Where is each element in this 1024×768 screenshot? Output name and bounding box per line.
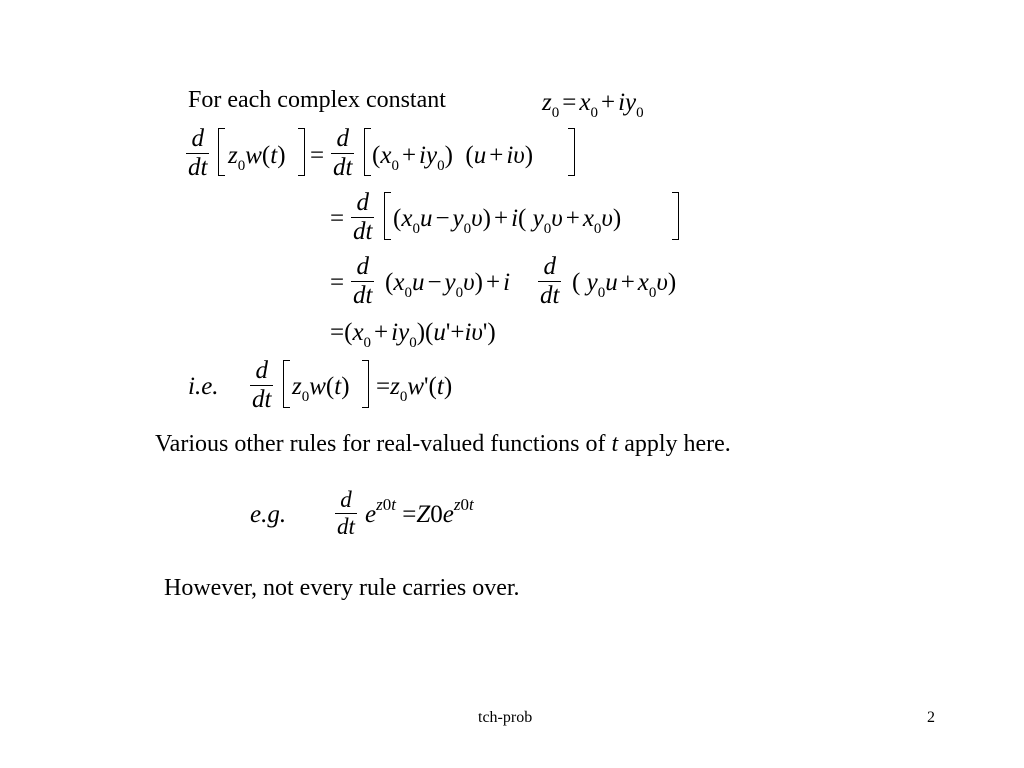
constant-definition: $z_0 = x_0 + iy_0$ [542,89,644,121]
derivative-operator: d dt [353,253,373,309]
bracket-left [364,128,371,176]
derivative-operator: d dt [353,189,373,245]
conclusion-text: However, not every rule carries over. [164,575,520,601]
ie-result: $=z_0w'(t)$ [376,373,453,405]
bracket-left [218,128,225,176]
ie-label: i.e. [188,373,219,400]
expanded-product: $(x_0u - y_0\upsilon) + i$( $y_0\upsilon + x_0\upsilon$) [393,205,622,237]
footer-title: tch-prob [478,709,533,726]
eg-label: e.g. [250,501,287,528]
bracket-left [283,360,290,408]
intro-text: For each complex constant [188,87,446,113]
equals-sign: = [330,205,345,232]
derivative-operator: d dt [333,125,353,181]
rules-note-text: Various other rules for real-valued functions of [155,431,606,457]
rules-note [155,432,731,456]
rules-note-tail: apply here. [624,431,731,457]
equals-sign: = [330,269,345,296]
exponential-example: $e^{z0t} =Z0e^{z0t}$ [365,495,474,528]
equals-sign: = [310,142,325,169]
bracket-right [568,128,575,176]
rhs-product: $(x_0 + iy_0) (u + i\upsilon)$ [372,142,534,174]
derivative-operator: d dt [540,253,560,309]
bracket-right [672,192,679,240]
bracket-right [362,360,369,408]
page-number: 2 [927,709,935,726]
imaginary-part: ( $y_0u + x_0\upsilon$) [572,269,677,301]
rules-note-variable: t [611,431,619,457]
derivative-operator: d dt [252,357,272,413]
real-part: $(x_0u - y_0\upsilon) + i$ [385,269,511,301]
lhs-product: $z_0w(t)$ [292,373,350,405]
bracket-right [298,128,305,176]
derivative-operator: d dt [337,487,355,539]
lhs-product: $z_0w(t)$ [228,142,286,174]
bracket-left [384,192,391,240]
derivative-operator: d dt [188,125,208,181]
derivative-result: $=(x_0 + iy_0)(u'+i\upsilon')$ [330,319,496,351]
